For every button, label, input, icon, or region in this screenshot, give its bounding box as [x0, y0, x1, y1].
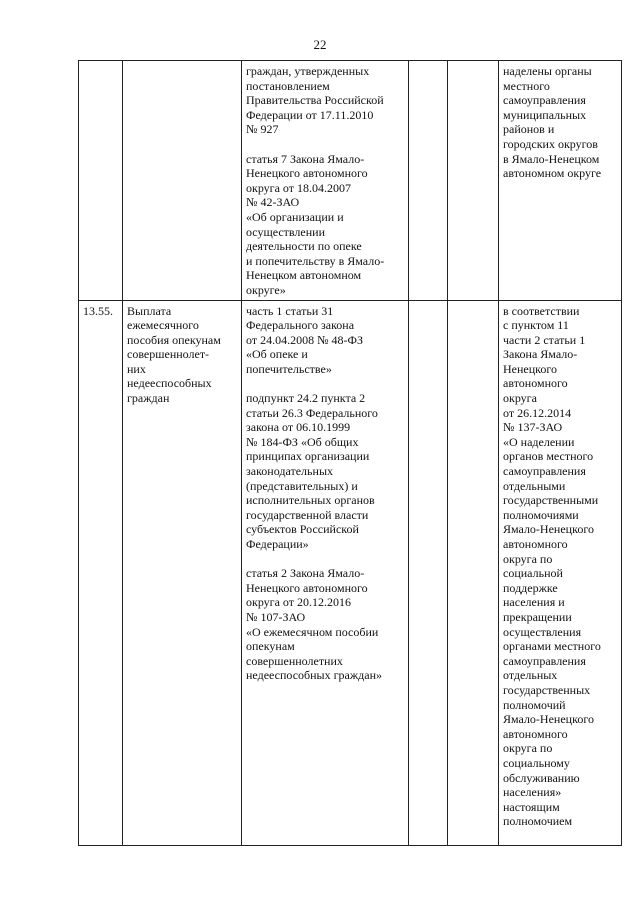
- empty-cell-a: [409, 61, 448, 301]
- row-number-cell: [79, 61, 123, 301]
- table-row: [79, 300, 622, 845]
- page-number: 22: [313, 37, 327, 52]
- power-name-cell: Выплата ежемесячного пособия опекунам совершеннолет- них недееспособных граждан: [123, 300, 242, 845]
- table-row: [79, 61, 622, 301]
- notes-cell: наделены органы местного самоуправления муниципальных районов и городских округов в Ямало-Ненецком автономном округе: [499, 61, 622, 301]
- empty-cell-a: [409, 300, 448, 845]
- powers-table: [78, 60, 622, 846]
- notes-cell: в соответствии с пунктом 11 части 2 статьи 1 Закона Ямало- Ненецкого автономного округа от 26.12.2014 № 137-ЗАО «О наделении органов местного самоуправления отдельными государственными полномочиями Ямало-Ненецкого автономного округа по социальной поддержке населения и прекращении осуществления органами местного самоуправления отдельных государственных полномочий Ямало-Ненецкого автономного округа по социальному обслуживанию населения» настоящим полномочием: [499, 300, 622, 845]
- row-number-cell: 13.55.: [79, 300, 123, 845]
- empty-cell-b: [448, 300, 499, 845]
- legal-basis-cell: граждан, утвержденных постановлением Правительства Российской Федерации от 17.11.2010 № 927 статья 7 Закона Ямало- Ненецкого автономного округа от 18.04.2007 № 42-ЗАО «Об организации и осуществлении деятельности по опеке и попечительству в Ямало- Ненецком автономном округе»: [242, 61, 409, 301]
- empty-cell-b: [448, 61, 499, 301]
- power-name-cell: [123, 61, 242, 301]
- legal-basis-cell: часть 1 статьи 31 Федерального закона от 24.04.2008 № 48-ФЗ «Об опеке и попечительстве» подпункт 24.2 пункта 2 статьи 26.3 Федерального закона от 06.10.1999 № 184-ФЗ «Об общих принципах организации законодательных (представительных) и исполнительных органов государственной власти субъектов Российской Федерации» статья 2 Закона Ямало- Ненецкого автономного округа от 20.12.2016 № 107-ЗАО «О ежемесячном пособии опекунам совершеннолетних недееспособных граждан»: [242, 300, 409, 845]
